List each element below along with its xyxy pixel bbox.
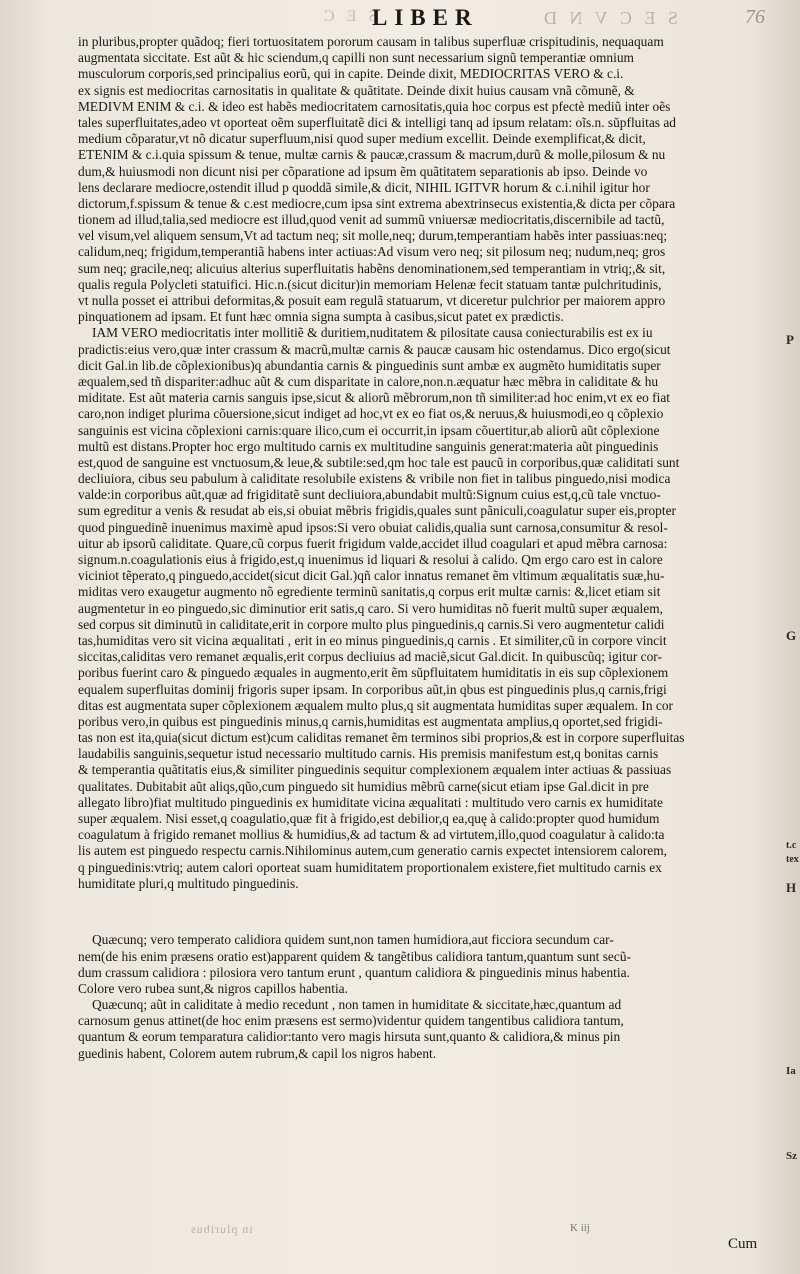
text-line: sum egreditur a venis & resudat ab eis,si obuiat mẽbris frigidis,quales sunt pãniculi,coagulatur super eis,propter [78,503,676,519]
margin-note: t.c [786,840,797,851]
main-text-block [78,34,783,1062]
text-line: qualitates. Dubitabit aũt aliqs,qũo,cum pinguedo sit humidius mẽbrũ carne(sicut etiam ipse Gal.dicit in pre [78,778,649,794]
text-line: musculorum corporis,sed principalius eorũ, qui in capite. Deinde dixit, MEDIOCRITAS VERO & c.i. [78,66,624,82]
text-line: poribus fuerint caro & pinguedo æquales in augmento,erit ẽm sŭpfluitatem humiditatis in eis sup cõplexionem [78,665,669,681]
text-line: viciniot tẽperato,q pinguedo,accidet(sicut dicit Gal.)qñ calor innatus remanet ẽm vltimum æqualitatis suæ,hu- [78,568,665,584]
text-line: super æqualem. Nisi esset,q coagulatio,quæ fit à frigido,est debilior,q ea,quę à calido:propter quod humidum [78,811,660,826]
margin-note: tex [786,854,799,865]
text-line: siccitas,caliditas vero remanet æqualis,erit corpus decliuius ad maciẽ,sicut Gal.dicit. In quibuscũq; igitur cor- [78,649,662,665]
text-line: sed corpus sit diminutũ in caliditate,erit in corpore multo plus pinguedinis,q carnis.Si vero augmentetur calidi [78,616,665,632]
text-line: medium cõparatur,vt nõ dicatur superfluum,nisi quod super medium excellit. Deinde exemplificat,& dicit, [78,131,646,147]
margin-note: G [786,628,797,643]
closing-paragraph-line: quantum & eorum temparatura calidior:tanto vero magis hirsuta sunt,quanto & calidiora,& minus pin [78,1029,621,1045]
text-line: dum,& huiusmodi non dicunt nisi per cõparatione ad ipsum ẽm quãtitatem separationis ab ipso. Deinde vo [78,163,648,179]
page-title: LIBER [372,5,479,30]
text-line: vt nulla posset ei attribui deformitas,& posuit eam regulã statuarum, vt diceretur pulchrior per maiorem appro [78,293,666,308]
text-line: calidum,neq; frigidum,temperantiã habens inter actiuas:Ad visum vero neq; sit pilosum neq; nudum,neq; gros [78,244,666,260]
text-line: ditas est augmentata super cõplexionem æqualem multo plus,q sit augmentata humiditas super æqualem. In cor [78,697,674,713]
signature-mark: K iij [570,1222,590,1234]
closing-paragraph-line: carnosum genus attinet(de hoc enim præsens est sermo)videntur quidem tangentibus calidiora tantum, [78,1013,624,1029]
closing-paragraph-line: Colore vero rubea sunt,& nigros capillos habentia. [78,980,348,996]
text-line: vel visum,vel aliquem sensum,Vt ad tactum neq; sit molle,neq; durum,temperantiam habẽs inter passiuas:neq; [78,228,668,244]
closing-paragraph-line: guedinis habent, Colorem autem rubrum,& capil los nigros habent. [78,1045,437,1061]
text-line: tales superfluitates,adeo vt oporteat oẽm superfluitatẽ dici & intelligi tanq ad ipsum relatam: oĩs.n. sŭpfluitas ad [78,114,676,130]
text-line: qualis regula Polycleti statuifici. Hic.n.(sicut dicitur)in memoriam Helenæ fecit statuam tantæ pulchritudinis, [78,276,662,292]
bleed-through-text: in pluribus [190,1222,253,1236]
closing-paragraph-line: Quæcunq; vero temperato calidiora quidem sunt,non tamen humidiora,aut ficciora secundum car- [92,932,614,948]
text-line: ETENIM & c.i.quia spissum & tenue, multæ carnis & paucæ,crassum & macrum,durũ & molle,pilosum & nu [78,147,666,163]
text-line: est,quod de sanguine est vnctuosum,& leue,& subtile:sed,qm hoc tale est paucũ in corporibus,quæ caliditati sunt [78,454,680,470]
text-line: lens declarare mediocre,ostendit illud p quoddã simile,& dicit, NIHIL IGITVR horum & c.i.nihil igitur hor [78,179,650,195]
text-line: MEDIVM ENIM & c.i. & ideo est habẽs mediocritatem carnositatis,quia hoc corpus est pfectè mediũ inter oẽs [78,98,671,114]
paragraph-start-line: IAM VERO mediocritatis inter mollitiẽ & duritiem,nuditatem & pilositate causa coniecturabilis est ex iu [92,325,653,341]
text-line: quod pinguedinẽ inuenimus maximè apud ipsos:Si vero obuiat calidis,qualia sunt carnosa,consumitur & resol- [78,519,668,535]
text-line: tionem ad illud,talia,sed mediocre est illud,quod venit ad summũ vniuersæ mediocritatis,discernibile ad tactũ, [78,212,665,228]
text-line: allegato libro)fiat multitudo pinguedinis ex humiditate vicina æqualitati : multitudo vero carnis ex humiditate [78,794,663,810]
text-line: dicit Gal.in lib.de cõplexionibus)q abundantia carnis & pinguedinis sunt ambæ ex augmẽto humiditatis super [78,357,661,373]
text-line: augmentata siccitate. Est aũt & hic sciendum,q capilli non sunt necessarium signũ temperantiæ omnium [78,50,634,66]
text-line: uitur ab ipsorũ caliditate. Quare,cũ corpus fuerit frigidum valde,accidet illud coagulari et apud mẽbra carnosa: [78,535,668,551]
text-line: pradictis:eius vero,quæ inter crassum & macrũ,multæ carnis & paucæ causam hic ostendamus. Dico ergo(sicut [78,341,671,357]
bleed-through-heading: S E C [320,8,378,25]
text-line: laudabilis sanguinis,sequetur istud necessario multitudo carnis. His premisis manifestum est,q bonitas carnis [78,746,659,762]
text-line: in pluribus,propter quãdoq; fieri tortuositatem pororum causam in talibus superfluæ crispitudinis, nequaquam [78,34,664,49]
text-line: & temperantia quãtitatis eius,& similiter pinguedinis sequitur complexionem æqualem inter actiuas & passiuas [78,762,672,778]
text-line: sum neq; gracile,neq; alicuius alterius superfluitatis habẽns denominationem,sed temperantiam in vtriq;,& sit, [78,260,666,276]
text-line: equalem superfluitas dominij frigoris super ipsam. In corporibus aũt,in qbus est pinguedinis plus,q carnis,frigi [78,681,667,697]
text-line: poribus vero,in quibus est pinguedinis minus,q carnis,humiditas est augmentata amplius,q oportet,sed frigidi- [78,713,663,729]
text-line: ex signis est mediocritas carnositatis in qualitate & quãtitate. Deinde dixit huius causam vnã cõmunẽ, & [78,82,635,98]
text-line: decliuiora, cibus seu pabulum à caliditate resolubile existens & vribile non fiet in talibus pinguedo,nisi modica [78,471,671,487]
margin-note: H [786,880,797,895]
text-line [78,908,783,924]
text-line: q pinguedinis:vtriq; autem calori oporteat suam humiditatem proportionalem existere,fiet multitudo carnis ex [78,859,662,875]
margin-note: P [786,332,794,347]
closing-paragraph-line: Quæcunq; aũt in caliditate à medio recedunt , non tamen in humiditate & siccitate,hæc,quantum ad [92,997,622,1013]
text-line: coagulatum à frigido remanet mollius & humidius,& ad tactum & ad virtutem,illo,quod coagulatur à calido:ta [78,827,665,843]
text-line: signum.n.coagulationis eius à frigido,est,q inuenimus id liquari & resolui à calido. Qm ergo caro est in calore [78,552,663,567]
margin-note: Sz [786,1150,797,1162]
text-line: multũ est distans.Propter hoc ergo multitudo carnis ex multitudine sanguinis generat:materia aũt pinguedinis [78,438,659,454]
text-line: dictorum,f.spissum & tenue & c.est mediocre,cum ipsa sint extrema abextrinsecus existentia,& dicta per cõpara [78,195,676,211]
text-line: miditate. Est aũt materia carnis sanguis ipse,sicut & aliorũ mẽbrorum,non tñ similiter:ad hoc enim,vt ex eo fiat [78,390,671,406]
text-line: valde:in corporibus aũt,quæ ad frigiditatẽ sunt decliuiora,abundabit multũ:Signum cuius est,q,cũ tale vnctuo- [78,487,661,503]
text-line: miditas vero exaugetur augmento nõ egrediente terminũ sanitatis,q corpus erit multæ carnis: &,licet etiam sit [78,584,661,600]
closing-paragraph-line: nem(de his enim præsens oratio est)apparent quidem & tangẽtibus calidiora tantum,quantum sunt secũ- [78,948,631,964]
text-line: sanguinis est vicina cõplexioni carnis:quare ilico,cum ei occurrit,in ipsam cõuertitur,ab aliorũ aũt cõplexione [78,422,660,438]
margin-note: Ia [786,1065,796,1077]
text-line: tas non est ita,quia(sicut dictum est)cum caliditas remanet ẽm terminos sibi proprios,& est in corpore superfluitas [78,730,685,746]
running-head [0,2,800,32]
text-line: humiditate pluri,q multitudo pinguedinis. [78,875,299,891]
text-line: pinquationem ad ipsam. Et funt hæc omnia signa sumpta à casibus,sicut patet ex prædictis. [78,309,564,325]
text-line: tas,humiditas vero sit vicina æqualitati , erit in eo minus pinguedinis,q carnis . Et similiter,cũ in corpore vincit [78,632,667,648]
text-line [78,892,783,908]
bleed-through-heading-right: S E C V N D [540,8,678,28]
text-line: augmentetur in eo pinguedo,sic diminutior erit satis,q caro. Si vero humiditas nõ fuerit multũ super æqualem, [78,600,663,616]
text-line: caro,non indiget plurima cõuersione,sicut indiget ad hoc,vt ex eo fiat os,& neruus,& huiusmodi,eo q cõplexio [78,406,664,422]
catchword: Cum [728,1236,758,1252]
text-line: lis autem est pinguedo respectu carnis.Nihilominus autem,cum generatio carnis expectet intensiorem calorem, [78,843,667,859]
closing-paragraph-line: dum crassum calidiora : pilosiora vero tantum erunt , quantum calidiora & pinguedinis minus habentia. [78,964,630,980]
folio-number: 76 [745,6,765,28]
text-line: æqualem,sed tñ dispariter:adhuc aũt & cum disparitate in calore,non.n.æquatur hæc mẽbra in caliditate & hu [78,373,659,389]
